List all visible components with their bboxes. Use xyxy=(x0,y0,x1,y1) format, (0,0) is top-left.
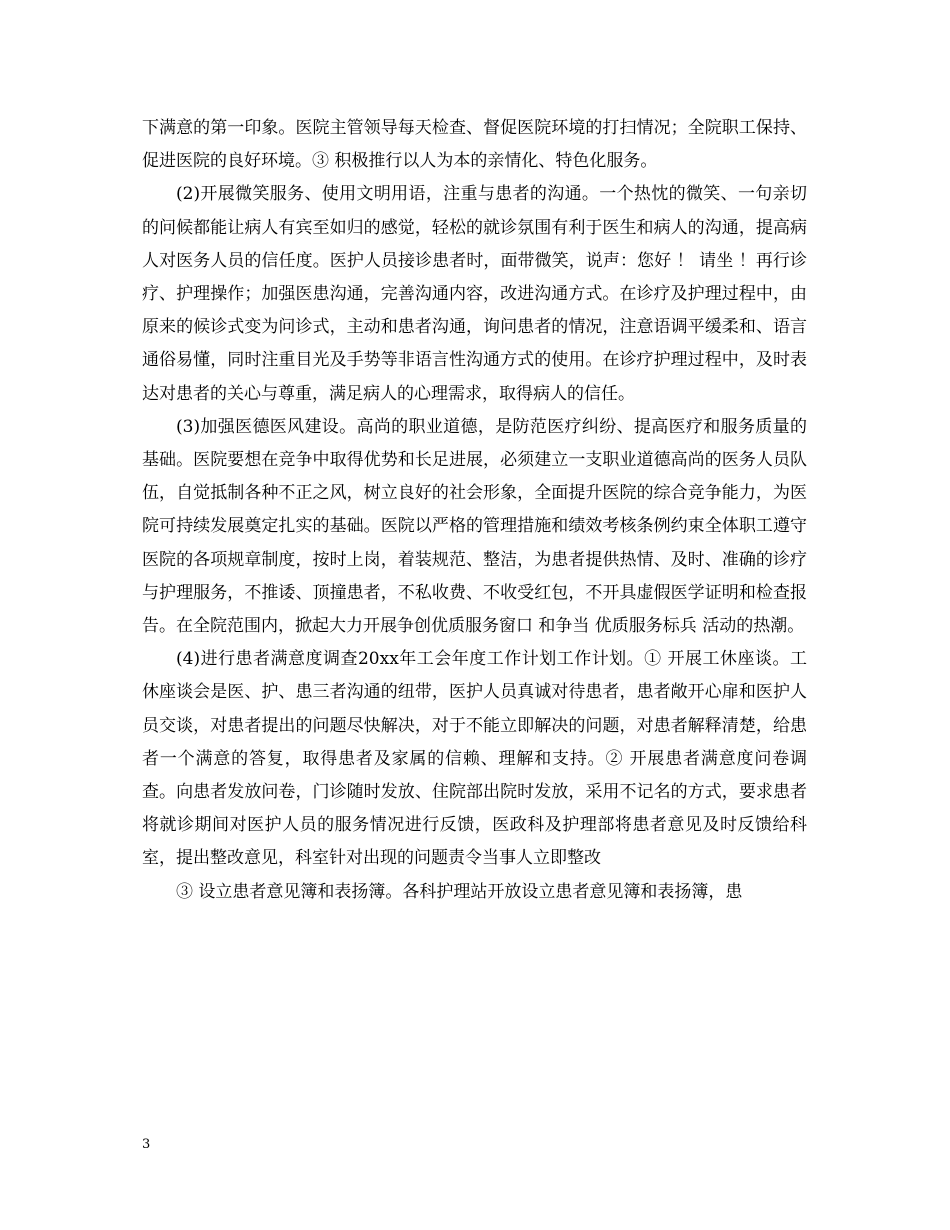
page-number: 3 xyxy=(142,1137,151,1152)
body-text xyxy=(142,112,807,909)
paragraph-continuation: 下满意的第一印象。医院主管领导每天检查、督促医院环境的打扫情况；全院职工保持、促进医院的良好环境。③ 积极推行以人为本的亲情化、特色化服务。 xyxy=(142,118,807,172)
paragraph-feedback-book: ③ 设立患者意见簿和表扬簿。各科护理站开放设立患者意见簿和表扬簿，患 xyxy=(176,881,743,902)
paragraph-satisfaction-survey: (4)进行患者满意度调查20xx年工会年度工作计划工作计划。① 开展工休座谈。工休座谈会是医、护、患三者沟通的纽带，医护人员真诚对待患者，患者敞开心扉和医护人员交谈，对患者提出的问题尽快解决，对于不能立即解决的问题，对患者解释清楚，给患者一个满意的答复，取得患者及家属的信赖、理解和支持。② 开展患者满意度问卷调查。向患者发放问卷，门诊随时发放、住院部出院时发放，采用不记名的方式，要求患者将就诊期间对医护人员的服务情况进行反馈，医政科及护理部将患者意见及时反馈给科室，提出整改意见，科室针对出现的问题责令当事人立即整改 xyxy=(142,649,807,869)
paragraph-smile-service: (2)开展微笑服务、使用文明用语，注重与患者的沟通。一个热忱的微笑、一句亲切的问候都能让病人有宾至如归的感觉，轻松的就诊氛围有利于医生和病人的沟通，提高病人对医务人员的信任度。医护人员接诊患者时，面带微笑，说声：您好 ！ 请坐 ！再行诊疗、护理操作；加强医患沟通，完善沟通内容，改进沟通方式。在诊疗及护理过程中，由原来的候诊式变为问诊式，主动和患者沟通，询问患者的情况，注意语调平缓柔和、语言通俗易懂，同时注重目光及手势等非语言性沟通方式的使用。在诊疗护理过程中，及时表达对患者的关心与尊重，满足病人的心理需求，取得病人的信任。 xyxy=(142,184,807,404)
paragraph-medical-ethics: (3)加强医德医风建设。高尚的职业道德，是防范医疗纠纷、提高医疗和服务质量的基础。医院要想在竞争中取得优势和长足进展，必须建立一支职业道德高尚的医务人员队伍，自觉抵制各种不正之风，树立良好的社会形象，全面提升医院的综合竞争能力，为医院可持续发展奠定扎实的基础。医院以严格的管理措施和绩效考核条例约束全体职工遵守医院的各项规章制度，按时上岗，着装规范、整洁，为患者提供热情、及时、准确的诊疗与护理服务，不推诿、顶撞患者，不私收费、不收受红包，不开具虚假医学证明和检查报告。在全院范围内，掀起大力开展争创优质服务窗口 和争当 优质服务标兵 活动的热潮。 xyxy=(142,416,807,637)
